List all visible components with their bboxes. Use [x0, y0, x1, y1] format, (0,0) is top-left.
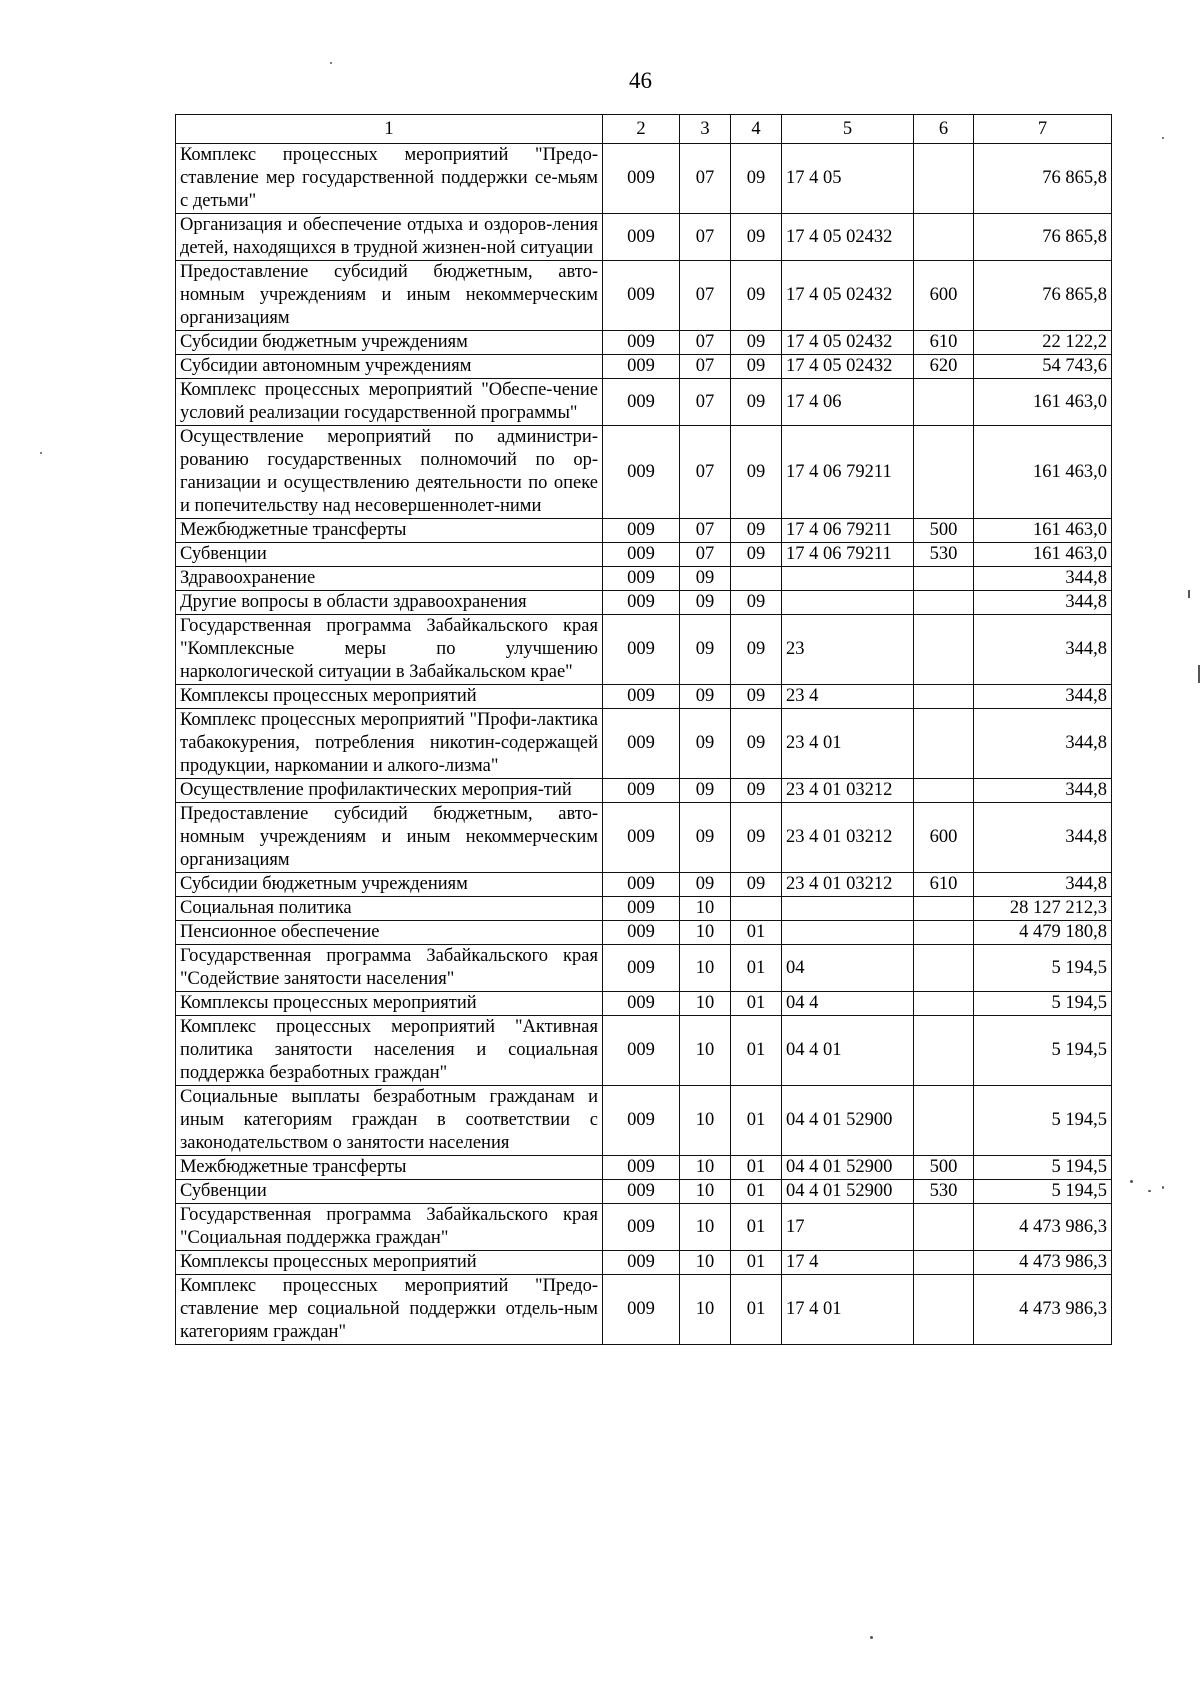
row-ministry-code: 009	[603, 897, 680, 921]
row-expense-type	[914, 426, 974, 519]
row-amount: 161 463,0	[974, 519, 1112, 543]
row-amount: 22 122,2	[974, 331, 1112, 355]
row-target-article: 23 4 01 03212	[782, 779, 914, 803]
row-section: 10	[680, 1251, 731, 1275]
row-ministry-code: 009	[603, 519, 680, 543]
row-section: 10	[680, 1180, 731, 1204]
row-amount: 76 865,8	[974, 214, 1112, 261]
row-target-article: 04 4 01 52900	[782, 1156, 914, 1180]
row-name: Субвенции	[176, 543, 603, 567]
table-row	[176, 873, 1112, 897]
row-subsection: 09	[731, 426, 782, 519]
table-row	[176, 1204, 1112, 1251]
row-name: Субсидии бюджетным учреждениям	[176, 331, 603, 355]
row-ministry-code: 009	[603, 873, 680, 897]
row-subsection: 01	[731, 1275, 782, 1345]
row-name: Субсидии автономным учреждениям	[176, 355, 603, 379]
row-expense-type	[914, 379, 974, 426]
row-ministry-code: 009	[603, 1086, 680, 1156]
row-section: 10	[680, 1204, 731, 1251]
header-col-1: 1	[176, 115, 603, 144]
table-row	[176, 1275, 1112, 1345]
row-name: Организация и обеспечение отдыха и оздоров-ления детей, находящихся в трудной жизнен-ной ситуации	[176, 214, 603, 261]
row-amount: 28 127 212,3	[974, 897, 1112, 921]
row-name: Комплексы процессных мероприятий	[176, 992, 603, 1016]
table-row	[176, 1016, 1112, 1086]
row-ministry-code: 009	[603, 214, 680, 261]
table-row	[176, 1086, 1112, 1156]
row-section: 09	[680, 873, 731, 897]
row-ministry-code: 009	[603, 1251, 680, 1275]
row-target-article	[782, 897, 914, 921]
table-row	[176, 379, 1112, 426]
row-section: 07	[680, 214, 731, 261]
table-row	[176, 709, 1112, 779]
table-row	[176, 992, 1112, 1016]
table-row	[176, 615, 1112, 685]
row-name: Государственная программа Забайкальского края "Комплексные меры по улучшению наркологической ситуации в Забайкальском крае"	[176, 615, 603, 685]
table-row	[176, 1180, 1112, 1204]
row-section: 10	[680, 1016, 731, 1086]
row-target-article: 17 4 06 79211	[782, 543, 914, 567]
row-subsection: 09	[731, 355, 782, 379]
row-ministry-code: 009	[603, 921, 680, 945]
row-ministry-code: 009	[603, 779, 680, 803]
row-name: Межбюджетные трансферты	[176, 1156, 603, 1180]
table-row	[176, 921, 1112, 945]
row-section: 09	[680, 685, 731, 709]
row-subsection: 01	[731, 1086, 782, 1156]
row-name: Комплексы процессных мероприятий	[176, 685, 603, 709]
row-subsection: 09	[731, 331, 782, 355]
row-amount: 5 194,5	[974, 1086, 1112, 1156]
row-ministry-code: 009	[603, 945, 680, 992]
row-section: 07	[680, 426, 731, 519]
table-row	[176, 1156, 1112, 1180]
row-amount: 5 194,5	[974, 1156, 1112, 1180]
scan-speck	[1188, 590, 1190, 598]
row-amount: 4 473 986,3	[974, 1204, 1112, 1251]
row-ministry-code: 009	[603, 992, 680, 1016]
row-subsection: 09	[731, 543, 782, 567]
row-amount: 54 743,6	[974, 355, 1112, 379]
table-row	[176, 779, 1112, 803]
table-row	[176, 897, 1112, 921]
row-name: Субвенции	[176, 1180, 603, 1204]
row-target-article: 04	[782, 945, 914, 992]
table-header-row	[176, 115, 1112, 144]
row-amount: 161 463,0	[974, 379, 1112, 426]
scan-speck	[40, 452, 42, 454]
row-amount: 4 473 986,3	[974, 1275, 1112, 1345]
row-target-article: 23 4 01 03212	[782, 803, 914, 873]
row-name: Социальные выплаты безработным гражданам и иным категориям граждан в соответствии с законодательством о занятости населения	[176, 1086, 603, 1156]
table-row	[176, 945, 1112, 992]
row-section: 07	[680, 519, 731, 543]
header-col-7: 7	[974, 115, 1112, 144]
row-target-article: 04 4	[782, 992, 914, 1016]
header-col-3: 3	[680, 115, 731, 144]
row-ministry-code: 009	[603, 355, 680, 379]
row-name: Осуществление мероприятий по администри-рованию государственных полномочий по ор-ганизации и осуществлению деятельности по опеке и попечительству над несовершеннолет-ними	[176, 426, 603, 519]
row-section: 07	[680, 379, 731, 426]
budget-table	[175, 114, 1112, 1345]
row-target-article: 17 4	[782, 1251, 914, 1275]
row-section: 10	[680, 1086, 731, 1156]
row-amount: 344,8	[974, 779, 1112, 803]
row-subsection: 09	[731, 144, 782, 214]
row-ministry-code: 009	[603, 1204, 680, 1251]
row-name: Государственная программа Забайкальского края "Социальная поддержка граждан"	[176, 1204, 603, 1251]
row-section: 10	[680, 1156, 731, 1180]
row-target-article: 17 4 05 02432	[782, 331, 914, 355]
row-section: 10	[680, 992, 731, 1016]
row-expense-type	[914, 921, 974, 945]
row-amount: 5 194,5	[974, 945, 1112, 992]
row-ministry-code: 009	[603, 144, 680, 214]
header-col-2: 2	[603, 115, 680, 144]
row-subsection: 09	[731, 615, 782, 685]
row-expense-type	[914, 1251, 974, 1275]
row-expense-type	[914, 1016, 974, 1086]
row-amount: 5 194,5	[974, 1180, 1112, 1204]
row-expense-type: 530	[914, 543, 974, 567]
row-target-article: 17 4 06	[782, 379, 914, 426]
row-section: 10	[680, 1275, 731, 1345]
row-name: Социальная политика	[176, 897, 603, 921]
row-expense-type	[914, 685, 974, 709]
row-ministry-code: 009	[603, 379, 680, 426]
row-name: Комплексы процессных мероприятий	[176, 1251, 603, 1275]
table-row	[176, 803, 1112, 873]
row-ministry-code: 009	[603, 709, 680, 779]
row-section: 09	[680, 615, 731, 685]
row-expense-type	[914, 615, 974, 685]
row-ministry-code: 009	[603, 685, 680, 709]
table-row	[176, 567, 1112, 591]
row-target-article: 04 4 01	[782, 1016, 914, 1086]
header-col-4: 4	[731, 115, 782, 144]
header-col-6: 6	[914, 115, 974, 144]
row-ministry-code: 009	[603, 1180, 680, 1204]
row-target-article: 17 4 05	[782, 144, 914, 214]
row-expense-type	[914, 1275, 974, 1345]
row-ministry-code: 009	[603, 803, 680, 873]
row-target-article: 17 4 05 02432	[782, 355, 914, 379]
row-section: 09	[680, 591, 731, 615]
row-amount: 344,8	[974, 803, 1112, 873]
table-row	[176, 1251, 1112, 1275]
row-expense-type: 610	[914, 331, 974, 355]
row-expense-type: 600	[914, 803, 974, 873]
row-ministry-code: 009	[603, 591, 680, 615]
table-row	[176, 261, 1112, 331]
row-section: 10	[680, 921, 731, 945]
row-subsection: 09	[731, 379, 782, 426]
row-target-article	[782, 567, 914, 591]
row-name: Комплекс процессных мероприятий "Профи-лактика табакокурения, потребления никотин-содержащей продукции, наркомании и алкого-лизма"	[176, 709, 603, 779]
row-expense-type	[914, 1086, 974, 1156]
row-name: Субсидии бюджетным учреждениям	[176, 873, 603, 897]
row-target-article: 17 4 01	[782, 1275, 914, 1345]
row-subsection: 01	[731, 1156, 782, 1180]
row-subsection: 09	[731, 803, 782, 873]
table-row	[176, 685, 1112, 709]
row-ministry-code: 009	[603, 426, 680, 519]
row-target-article: 17 4 05 02432	[782, 214, 914, 261]
row-target-article	[782, 591, 914, 615]
row-subsection	[731, 567, 782, 591]
scan-speck	[330, 62, 332, 64]
row-subsection: 01	[731, 1180, 782, 1204]
row-name: Другие вопросы в области здравоохранения	[176, 591, 603, 615]
scan-speck	[870, 1636, 873, 1639]
table-row	[176, 331, 1112, 355]
row-expense-type	[914, 992, 974, 1016]
row-ministry-code: 009	[603, 1016, 680, 1086]
row-amount: 344,8	[974, 615, 1112, 685]
row-amount: 161 463,0	[974, 543, 1112, 567]
row-expense-type	[914, 1204, 974, 1251]
row-expense-type	[914, 591, 974, 615]
row-subsection: 09	[731, 519, 782, 543]
scan-speck	[1148, 1190, 1151, 1192]
row-ministry-code: 009	[603, 1275, 680, 1345]
row-ministry-code: 009	[603, 331, 680, 355]
row-expense-type	[914, 945, 974, 992]
table-row	[176, 426, 1112, 519]
row-section: 07	[680, 144, 731, 214]
row-section: 09	[680, 779, 731, 803]
row-expense-type	[914, 214, 974, 261]
row-subsection: 01	[731, 1204, 782, 1251]
row-subsection: 01	[731, 921, 782, 945]
row-ministry-code: 009	[603, 1156, 680, 1180]
table-row	[176, 543, 1112, 567]
table-row	[176, 519, 1112, 543]
row-subsection: 09	[731, 779, 782, 803]
row-amount: 76 865,8	[974, 144, 1112, 214]
row-subsection: 09	[731, 873, 782, 897]
row-expense-type: 500	[914, 519, 974, 543]
row-subsection: 09	[731, 685, 782, 709]
row-target-article: 17 4 06 79211	[782, 519, 914, 543]
row-section: 09	[680, 709, 731, 779]
scan-speck	[1130, 1180, 1133, 1183]
table-body	[176, 144, 1112, 1345]
row-section: 10	[680, 945, 731, 992]
row-section: 09	[680, 803, 731, 873]
row-name: Межбюджетные трансферты	[176, 519, 603, 543]
row-amount: 4 479 180,8	[974, 921, 1112, 945]
row-expense-type	[914, 567, 974, 591]
row-expense-type	[914, 897, 974, 921]
row-subsection: 01	[731, 1016, 782, 1086]
row-subsection: 09	[731, 261, 782, 331]
header-col-5: 5	[782, 115, 914, 144]
row-section: 07	[680, 543, 731, 567]
row-name: Комплекс процессных мероприятий "Обеспе-чение условий реализации государственной программы"	[176, 379, 603, 426]
row-target-article: 17 4 05 02432	[782, 261, 914, 331]
row-name: Государственная программа Забайкальского края "Содействие занятости населения"	[176, 945, 603, 992]
row-name: Комплекс процессных мероприятий "Активная политика занятости населения и социальная поддержка безработных граждан"	[176, 1016, 603, 1086]
row-expense-type	[914, 144, 974, 214]
row-target-article: 23 4 01 03212	[782, 873, 914, 897]
row-target-article: 23 4	[782, 685, 914, 709]
row-amount: 161 463,0	[974, 426, 1112, 519]
row-ministry-code: 009	[603, 543, 680, 567]
row-expense-type: 600	[914, 261, 974, 331]
scan-speck	[1162, 1186, 1164, 1189]
row-expense-type: 530	[914, 1180, 974, 1204]
row-amount: 344,8	[974, 709, 1112, 779]
table-row	[176, 144, 1112, 214]
row-name: Осуществление профилактических мероприя-тий	[176, 779, 603, 803]
row-section: 07	[680, 355, 731, 379]
row-subsection: 09	[731, 709, 782, 779]
row-subsection	[731, 897, 782, 921]
row-target-article: 17 4 06 79211	[782, 426, 914, 519]
row-name: Комплекс процессных мероприятий "Предо-ставление мер государственной поддержки се-мьям с детьми"	[176, 144, 603, 214]
row-name: Пенсионное обеспечение	[176, 921, 603, 945]
row-ministry-code: 009	[603, 567, 680, 591]
row-section: 07	[680, 261, 731, 331]
row-subsection: 09	[731, 591, 782, 615]
row-target-article: 04 4 01 52900	[782, 1086, 914, 1156]
row-amount: 344,8	[974, 591, 1112, 615]
row-subsection: 09	[731, 214, 782, 261]
row-name: Комплекс процессных мероприятий "Предо-ставление мер социальной поддержки отдель-ным категориям граждан"	[176, 1275, 603, 1345]
row-ministry-code: 009	[603, 615, 680, 685]
table-row	[176, 355, 1112, 379]
row-name: Предоставление субсидий бюджетным, авто-номным учреждениям и иным некоммерческим организациям	[176, 261, 603, 331]
row-target-article: 17	[782, 1204, 914, 1251]
row-target-article	[782, 921, 914, 945]
row-amount: 76 865,8	[974, 261, 1112, 331]
row-target-article: 04 4 01 52900	[782, 1180, 914, 1204]
row-expense-type	[914, 709, 974, 779]
table-row	[176, 214, 1112, 261]
row-amount: 4 473 986,3	[974, 1251, 1112, 1275]
row-amount: 344,8	[974, 567, 1112, 591]
row-section: 09	[680, 567, 731, 591]
row-name: Здравоохранение	[176, 567, 603, 591]
table-row	[176, 591, 1112, 615]
row-expense-type: 610	[914, 873, 974, 897]
row-expense-type: 500	[914, 1156, 974, 1180]
scan-speck	[1162, 137, 1164, 139]
row-amount: 5 194,5	[974, 1016, 1112, 1086]
row-expense-type	[914, 779, 974, 803]
row-target-article: 23 4 01	[782, 709, 914, 779]
row-section: 10	[680, 897, 731, 921]
row-amount: 344,8	[974, 685, 1112, 709]
page-number: 46	[629, 68, 652, 93]
row-target-article: 23	[782, 615, 914, 685]
row-section: 07	[680, 331, 731, 355]
row-amount: 5 194,5	[974, 992, 1112, 1016]
row-subsection: 01	[731, 1251, 782, 1275]
row-subsection: 01	[731, 992, 782, 1016]
row-ministry-code: 009	[603, 261, 680, 331]
row-amount: 344,8	[974, 873, 1112, 897]
row-expense-type: 620	[914, 355, 974, 379]
row-subsection: 01	[731, 945, 782, 992]
row-name: Предоставление субсидий бюджетным, авто-номным учреждениям и иным некоммерческим организациям	[176, 803, 603, 873]
